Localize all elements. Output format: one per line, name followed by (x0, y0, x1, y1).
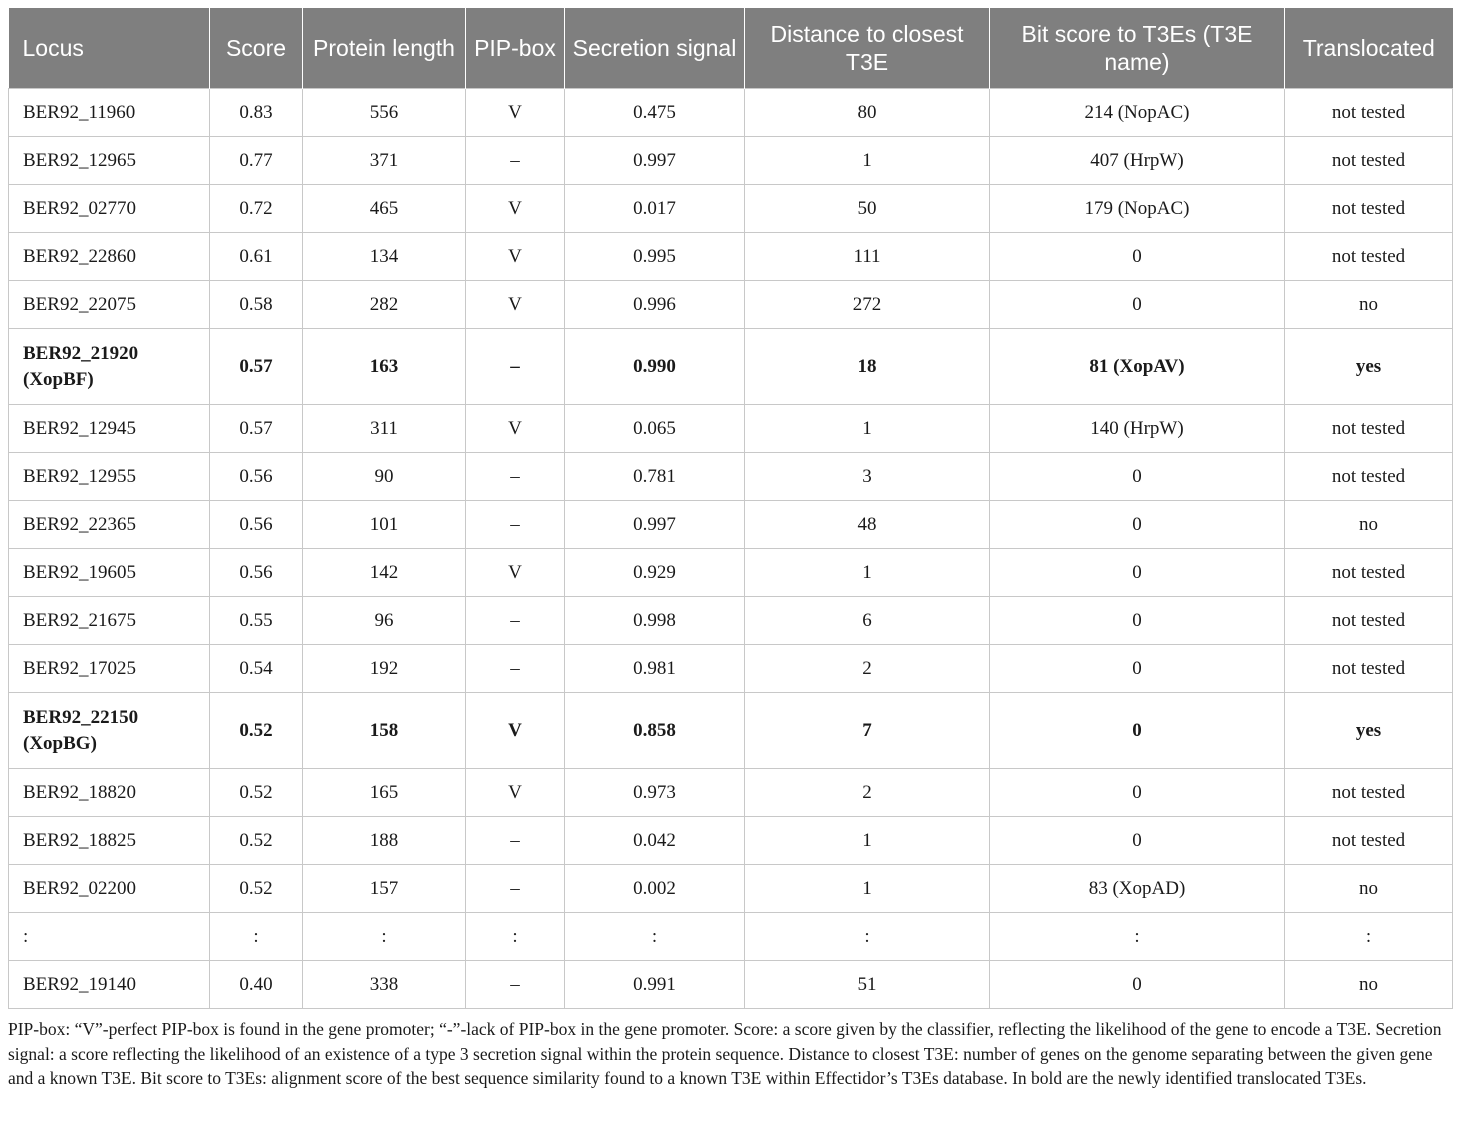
header-bit-score: Bit score to T3Es (T3E name) (990, 8, 1285, 89)
cell-translocated: no (1285, 501, 1453, 549)
locus-effector-name: (XopBG) (23, 732, 97, 754)
header-secretion-signal: Secretion signal (565, 8, 745, 89)
cell-locus (9, 693, 210, 769)
cell-length: 134 (303, 233, 466, 281)
cell-length: 556 (303, 89, 466, 137)
locus-id: : (23, 925, 29, 947)
table-container (8, 8, 1452, 1009)
cell-length: 142 (303, 549, 466, 597)
locus-id: BER92_02770 (23, 197, 136, 219)
table-row (9, 645, 1453, 693)
cell-pip: V (466, 281, 565, 329)
t3e-candidates-table (8, 8, 1453, 1009)
table-footnote: PIP-box: “V”-perfect PIP-box is found in the gene promoter; “-”-lack of PIP-box in the gene promoter. Score: a score given by the classifier, reflecting the likelihood of the gene to encode a T3E. Secretion signal: a score reflecting the likelihood of an existence of a type 3 secretion signal within the protein sequence. Distance to closest T3E: number of genes on the genome separating between the given gene and a known T3E. Bit score to T3Es: alignment score of the best sequence similarity found to a known T3E within Effectidor’s T3Es database. In bold are the newly identified translocated T3Es. (8, 1019, 1442, 1088)
cell-score: 0.52 (210, 693, 303, 769)
cell-length: 163 (303, 329, 466, 405)
cell-secretion: 0.042 (565, 817, 745, 865)
cell-locus (9, 137, 210, 185)
cell-locus (9, 865, 210, 913)
cell-secretion: : (565, 913, 745, 961)
cell-pip: – (466, 865, 565, 913)
table-row (9, 89, 1453, 137)
cell-locus (9, 645, 210, 693)
cell-locus (9, 185, 210, 233)
cell-score: 0.56 (210, 453, 303, 501)
cell-distance: 51 (745, 961, 990, 1009)
cell-length: 371 (303, 137, 466, 185)
cell-bitscore: 0 (990, 281, 1285, 329)
cell-length: 465 (303, 185, 466, 233)
cell-bitscore: 0 (990, 233, 1285, 281)
locus-effector-name: (XopBF) (23, 368, 94, 390)
header-pip-box: PIP-box (466, 8, 565, 89)
cell-pip: – (466, 453, 565, 501)
cell-distance: 1 (745, 865, 990, 913)
locus-id: BER92_11960 (23, 101, 136, 123)
cell-translocated: yes (1285, 693, 1453, 769)
cell-score: 0.52 (210, 865, 303, 913)
cell-bitscore: 81 (XopAV) (990, 329, 1285, 405)
locus-id: BER92_02200 (23, 877, 136, 899)
cell-score: 0.52 (210, 817, 303, 865)
cell-locus (9, 233, 210, 281)
cell-translocated: not tested (1285, 549, 1453, 597)
cell-length: 165 (303, 769, 466, 817)
cell-score: 0.56 (210, 501, 303, 549)
locus-id: BER92_12955 (23, 465, 136, 487)
cell-secretion: 0.065 (565, 405, 745, 453)
cell-secretion: 0.475 (565, 89, 745, 137)
cell-pip: V (466, 233, 565, 281)
cell-score: : (210, 913, 303, 961)
cell-length: 192 (303, 645, 466, 693)
cell-translocated: not tested (1285, 453, 1453, 501)
cell-score: 0.57 (210, 329, 303, 405)
cell-translocated: not tested (1285, 817, 1453, 865)
cell-distance: 6 (745, 597, 990, 645)
cell-translocated: yes (1285, 329, 1453, 405)
table-row (9, 405, 1453, 453)
cell-translocated: : (1285, 913, 1453, 961)
cell-translocated: not tested (1285, 405, 1453, 453)
cell-bitscore: 140 (HrpW) (990, 405, 1285, 453)
cell-length: 158 (303, 693, 466, 769)
cell-distance: 1 (745, 549, 990, 597)
locus-id: BER92_19605 (23, 561, 136, 583)
cell-secretion: 0.017 (565, 185, 745, 233)
cell-distance: 1 (745, 405, 990, 453)
cell-distance: 1 (745, 137, 990, 185)
cell-pip: – (466, 329, 565, 405)
cell-distance: 7 (745, 693, 990, 769)
cell-translocated: no (1285, 961, 1453, 1009)
cell-score: 0.56 (210, 549, 303, 597)
cell-locus (9, 913, 210, 961)
cell-pip: – (466, 137, 565, 185)
cell-pip: V (466, 405, 565, 453)
cell-pip: V (466, 185, 565, 233)
cell-length: 101 (303, 501, 466, 549)
locus-id: BER92_21920 (23, 342, 139, 364)
table-row (9, 501, 1453, 549)
cell-bitscore: 0 (990, 961, 1285, 1009)
locus-id: BER92_18820 (23, 781, 136, 803)
table-row (9, 281, 1453, 329)
header-protein-length: Protein length (303, 8, 466, 89)
cell-bitscore: 0 (990, 549, 1285, 597)
cell-pip: : (466, 913, 565, 961)
cell-pip: – (466, 817, 565, 865)
cell-secretion: 0.996 (565, 281, 745, 329)
cell-bitscore: 0 (990, 817, 1285, 865)
cell-secretion: 0.997 (565, 137, 745, 185)
cell-distance: 2 (745, 645, 990, 693)
cell-secretion: 0.973 (565, 769, 745, 817)
cell-score: 0.57 (210, 405, 303, 453)
cell-bitscore: 0 (990, 769, 1285, 817)
cell-locus (9, 769, 210, 817)
cell-bitscore: 0 (990, 453, 1285, 501)
header-score: Score (210, 8, 303, 89)
table-row (9, 913, 1453, 961)
cell-score: 0.72 (210, 185, 303, 233)
cell-locus (9, 817, 210, 865)
locus-id: BER92_18825 (23, 829, 136, 851)
table-row (9, 865, 1453, 913)
table-row (9, 769, 1453, 817)
locus-id: BER92_12945 (23, 417, 136, 439)
locus-id: BER92_22860 (23, 245, 136, 267)
cell-distance: 50 (745, 185, 990, 233)
cell-secretion: 0.929 (565, 549, 745, 597)
cell-secretion: 0.997 (565, 501, 745, 549)
cell-distance: 80 (745, 89, 990, 137)
cell-length: 157 (303, 865, 466, 913)
cell-pip: V (466, 769, 565, 817)
cell-bitscore: 0 (990, 501, 1285, 549)
cell-translocated: no (1285, 281, 1453, 329)
header-locus: Locus (9, 8, 210, 89)
table-row (9, 693, 1453, 769)
cell-distance: 1 (745, 817, 990, 865)
cell-secretion: 0.998 (565, 597, 745, 645)
cell-pip: V (466, 89, 565, 137)
cell-distance: : (745, 913, 990, 961)
cell-secretion: 0.990 (565, 329, 745, 405)
cell-score: 0.83 (210, 89, 303, 137)
cell-translocated: no (1285, 865, 1453, 913)
cell-length: 338 (303, 961, 466, 1009)
cell-translocated: not tested (1285, 597, 1453, 645)
cell-locus (9, 329, 210, 405)
cell-secretion: 0.995 (565, 233, 745, 281)
cell-bitscore: 0 (990, 693, 1285, 769)
table-row (9, 453, 1453, 501)
cell-score: 0.55 (210, 597, 303, 645)
cell-locus (9, 597, 210, 645)
cell-translocated: not tested (1285, 769, 1453, 817)
table-row (9, 817, 1453, 865)
cell-secretion: 0.781 (565, 453, 745, 501)
table-row (9, 185, 1453, 233)
header-row (9, 8, 1453, 89)
cell-score: 0.52 (210, 769, 303, 817)
table-row (9, 329, 1453, 405)
cell-translocated: not tested (1285, 137, 1453, 185)
locus-id: BER92_12965 (23, 149, 136, 171)
cell-bitscore: 0 (990, 597, 1285, 645)
table-row (9, 597, 1453, 645)
cell-bitscore: 83 (XopAD) (990, 865, 1285, 913)
header-distance: Distance to closest T3E (745, 8, 990, 89)
cell-score: 0.77 (210, 137, 303, 185)
table-row (9, 549, 1453, 597)
locus-id: BER92_22075 (23, 293, 136, 315)
cell-secretion: 0.858 (565, 693, 745, 769)
cell-length: : (303, 913, 466, 961)
cell-pip: – (466, 501, 565, 549)
cell-length: 90 (303, 453, 466, 501)
cell-distance: 2 (745, 769, 990, 817)
cell-bitscore: : (990, 913, 1285, 961)
cell-pip: V (466, 693, 565, 769)
cell-length: 188 (303, 817, 466, 865)
table-row (9, 137, 1453, 185)
table-row (9, 233, 1453, 281)
cell-translocated: not tested (1285, 233, 1453, 281)
cell-score: 0.40 (210, 961, 303, 1009)
locus-id: BER92_22150 (23, 706, 139, 728)
cell-pip: – (466, 645, 565, 693)
cell-distance: 48 (745, 501, 990, 549)
cell-distance: 3 (745, 453, 990, 501)
cell-secretion: 0.991 (565, 961, 745, 1009)
cell-locus (9, 281, 210, 329)
cell-locus (9, 549, 210, 597)
locus-id: BER92_19140 (23, 973, 136, 995)
cell-distance: 272 (745, 281, 990, 329)
cell-locus (9, 89, 210, 137)
locus-id: BER92_17025 (23, 657, 136, 679)
cell-length: 311 (303, 405, 466, 453)
table-body (9, 89, 1453, 1009)
cell-pip: – (466, 597, 565, 645)
cell-length: 96 (303, 597, 466, 645)
cell-locus (9, 501, 210, 549)
locus-id: BER92_22365 (23, 513, 136, 535)
cell-bitscore: 179 (NopAC) (990, 185, 1285, 233)
cell-score: 0.54 (210, 645, 303, 693)
locus-id: BER92_21675 (23, 609, 136, 631)
cell-translocated: not tested (1285, 185, 1453, 233)
cell-bitscore: 0 (990, 645, 1285, 693)
cell-locus (9, 453, 210, 501)
header-translocated: Translocated (1285, 8, 1453, 89)
cell-pip: – (466, 961, 565, 1009)
cell-distance: 18 (745, 329, 990, 405)
cell-translocated: not tested (1285, 89, 1453, 137)
cell-pip: V (466, 549, 565, 597)
cell-score: 0.61 (210, 233, 303, 281)
cell-locus (9, 405, 210, 453)
cell-distance: 111 (745, 233, 990, 281)
cell-translocated: not tested (1285, 645, 1453, 693)
cell-locus (9, 961, 210, 1009)
table-row (9, 961, 1453, 1009)
cell-length: 282 (303, 281, 466, 329)
cell-score: 0.58 (210, 281, 303, 329)
table-header (9, 8, 1453, 89)
cell-bitscore: 214 (NopAC) (990, 89, 1285, 137)
cell-secretion: 0.002 (565, 865, 745, 913)
cell-bitscore: 407 (HrpW) (990, 137, 1285, 185)
cell-secretion: 0.981 (565, 645, 745, 693)
